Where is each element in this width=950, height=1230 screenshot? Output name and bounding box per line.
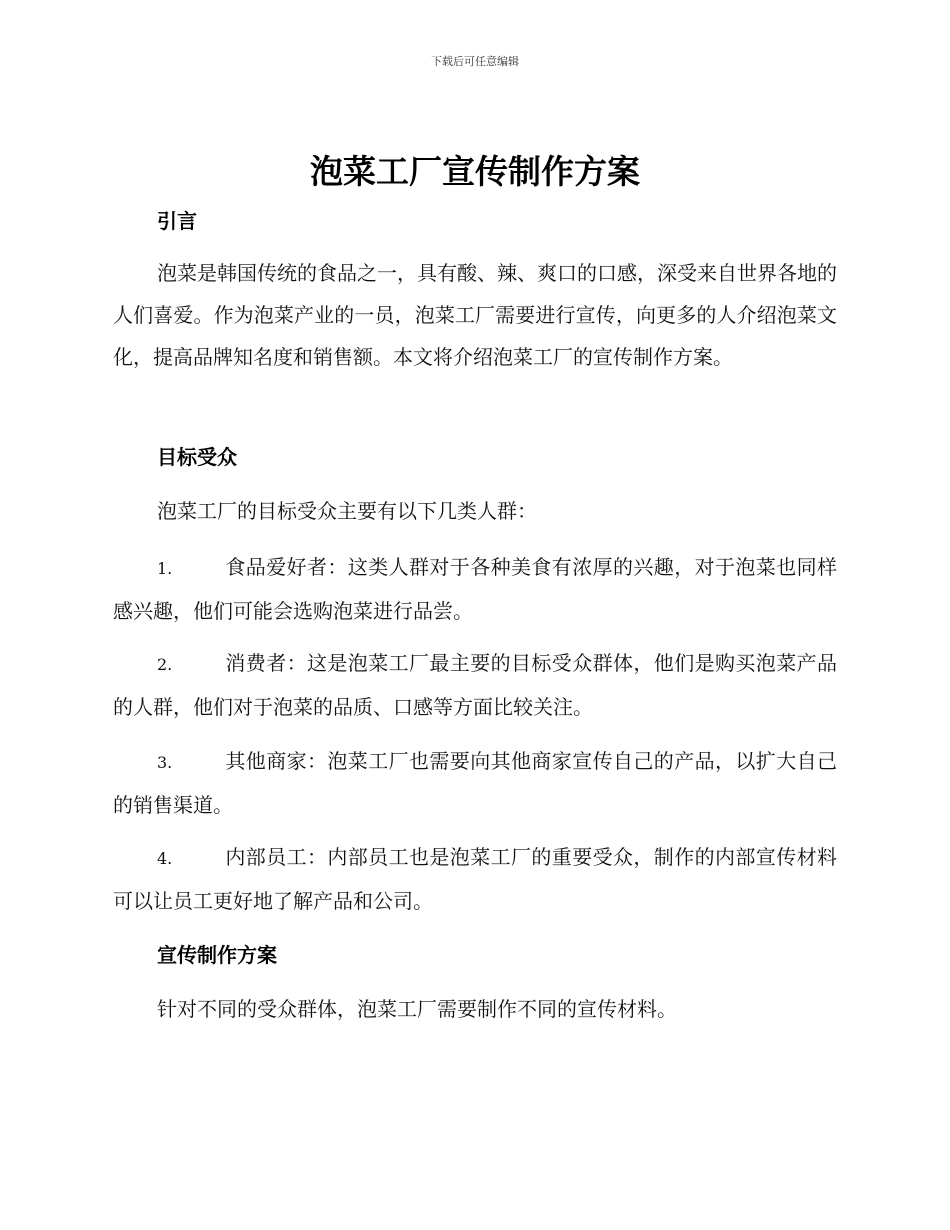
list-item xyxy=(113,836,837,922)
intro-paragraph: 泡菜是韩国传统的食品之一，具有酸、辣、爽口的口感，深受来自世界各地的人们喜爱。作为泡菜产业的一员，泡菜工厂需要进行宣传，向更多的人介绍泡菜文化，提高品牌知名度和销售额。本文将介绍泡菜工厂的宣传制作方案。 xyxy=(113,261,837,369)
audience-intro-paragraph: 泡菜工厂的目标受众主要有以下几类人群： xyxy=(157,499,537,523)
section-heading-plan: 宣传制作方案 xyxy=(157,943,277,967)
list-item-number: 1. xyxy=(157,559,173,578)
plan-paragraph: 针对不同的受众群体，泡菜工厂需要制作不同的宣传材料。 xyxy=(157,997,677,1021)
list-item-text: 其他商家：泡菜工厂也需要向其他商家宣传自己的产品，以扩大自己的销售渠道。 xyxy=(113,749,837,817)
section-heading-audience: 目标受众 xyxy=(157,445,237,469)
list-item xyxy=(113,740,837,826)
list-item-text: 内部员工：内部员工也是泡菜工厂的重要受众，制作的内部宣传材料可以让员工更好地了解产品和公司。 xyxy=(113,845,837,913)
header-note: 下载后可任意编辑 xyxy=(431,55,519,68)
list-item-text: 消费者：这是泡菜工厂最主要的目标受众群体，他们是购买泡菜产品的人群，他们对于泡菜的品质、口感等方面比较关注。 xyxy=(113,651,837,719)
list-item-number: 3. xyxy=(157,753,173,772)
list-item xyxy=(113,546,837,632)
list-item-number: 2. xyxy=(157,655,173,674)
list-item-number: 4. xyxy=(157,849,173,868)
document-title: 泡菜工厂宣传制作方案 xyxy=(310,152,640,191)
list-item xyxy=(113,642,837,728)
section-heading-intro: 引言 xyxy=(157,209,197,233)
list-item-text: 食品爱好者：这类人群对于各种美食有浓厚的兴趣，对于泡菜也同样感兴趣，他们可能会选购泡菜进行品尝。 xyxy=(113,555,837,623)
